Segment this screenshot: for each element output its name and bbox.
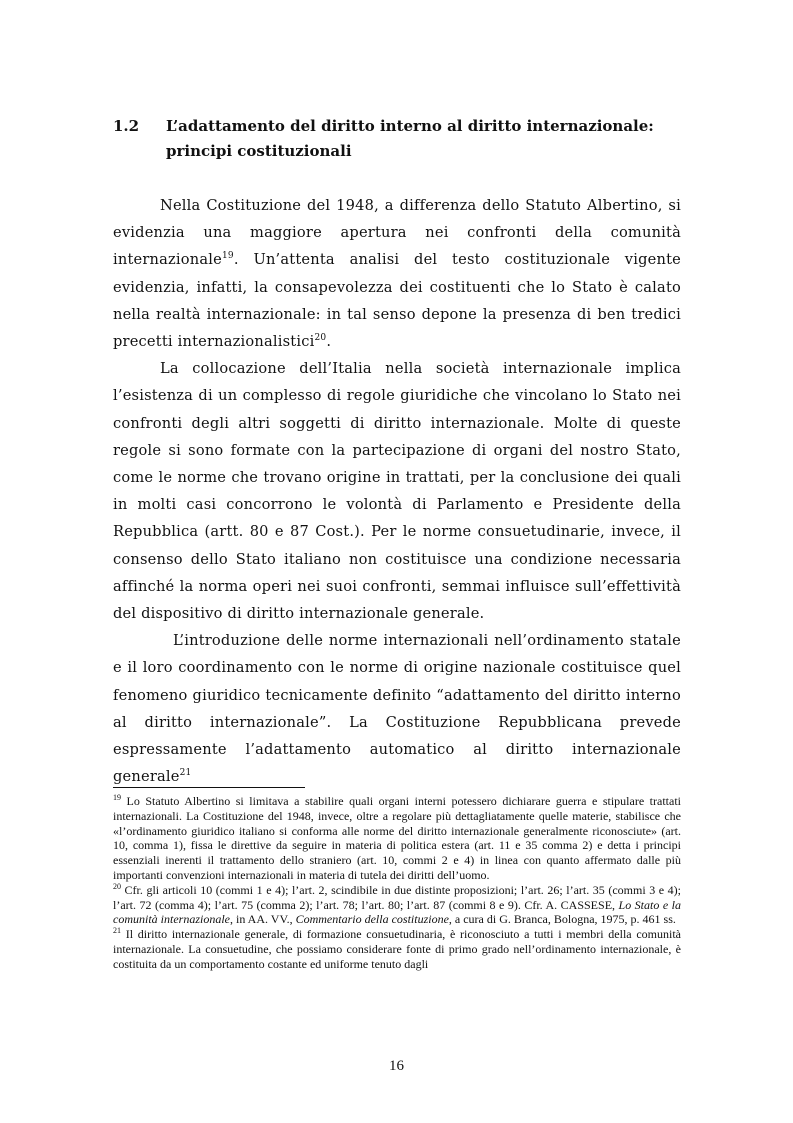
paragraph-1-text-c: . bbox=[326, 333, 332, 351]
footnote-separator bbox=[113, 787, 305, 788]
footnote-19-mark: 19 bbox=[113, 793, 121, 802]
paragraph-2: La collocazione dell’Italia nella società internazionale implica l’esistenza di un complesso di regole giuridiche che vincolano lo Stato nei confronti degli altri soggetti di diritto internazionale. Molte di queste regole si sono formate con la partecipazione di organi del nostro Stato, come le norme che trovano origine in trattati, per la conclusione dei quali in molti casi concorrono le volontà di Parlamento e Presidente della Repubblica (artt. 80 e 87 Cost.). Per le norme consuetudinarie, invece, il consenso dello Stato italiano non costituisce una condizione necessaria affinché la norma operi nei suoi confronti, semmai influisce sull’effettività del dispositivo di diritto internazionale generale. bbox=[113, 360, 681, 623]
paragraph-1-text-b: . Un’attenta analisi del testo costituzionale vigente evidenzia, infatti, la consapevolezza dei costituenti che lo Stato è calato nella realtà internazionale: in tal senso depone la presenza di ben tredici precetti internazionalistici bbox=[113, 251, 681, 351]
footnote-19 bbox=[113, 794, 681, 883]
footnote-20 bbox=[113, 883, 681, 927]
body-text bbox=[113, 192, 681, 790]
paragraph-3-text: L’introduzione delle norme internazionali nell’ordinamento statale e il loro coordinamento con le norme di origine nazionale costituisce quel fenomeno giuridico tecnicamente definito “adattamento del diritto interno al diritto internazionale”. La Costituzione Repubblicana prevede espressamente l’adattamento automatico al diritto internazionale generale bbox=[113, 632, 681, 786]
footnote-20-text-a: Cfr. gli articoli 10 (commi 1 e 4); l’art. 2, scindibile in due distinte proposizioni; l’art. 26; l’art. 35 (commi 3 e 4); l’art. 72 (comma 4); l’art. 75 (comma 2); l’art. 78; l’art. 80; l’art. 87 (commi 8 e 9). Cfr. A. CASSESE, bbox=[113, 882, 681, 912]
footnote-21-text: Il diritto internazionale generale, di formazione consuetudinaria, è riconosciuto a tutti i membri della comunità internazionale. La consuetudine, che possiamo considerare fonte di primo grado nell’ordinamento internazionale, è costituita da un comportamento costante ed uniforme tenuto dagli bbox=[113, 927, 681, 971]
footnote-20-text-c: , a cura di G. Branca, Bologna, 1975, p. 461 ss. bbox=[448, 912, 676, 927]
footnotes bbox=[113, 794, 681, 972]
section-title-line-2: principi costituzionali bbox=[166, 142, 352, 160]
footnote-19-text: Lo Statuto Albertino si limitava a stabilire quali organi interni potessero dichiarare guerra e stipulare trattati internazionali. La Costituzione del 1948, invece, oltre a regolare più dettagliatamente quelle materie, stabilisce che «l’ordinamento giuridico italiano si conforma alle norme del diritto internazionale generalmente riconosciute» (art. 10, comma 1), fissa le direttive da seguire in materia di politica estera (art. 11 e 35 comma 2) e detta i principi essenziali inerenti il trattamento dello straniero (art. 10, commi 2 e 4) in linea con quanto affermato dalle più importanti convenzioni internazionali in materia di tutela dei diritti dell’uomo. bbox=[113, 794, 681, 882]
footnote-20-citation-title-1: Lo Stato e la comunità internazionale bbox=[113, 897, 681, 927]
paragraph-1-text-a: Nella Costituzione del 1948, a differenza dello Statuto Albertino, si evidenzia una maggiore apertura nei confronti della comunità internazionale bbox=[113, 197, 681, 269]
footnote-20-mark: 20 bbox=[113, 881, 121, 891]
paragraph-3 bbox=[113, 627, 681, 790]
footnote-21-mark: 21 bbox=[113, 926, 121, 936]
footnote-ref-21: 21 bbox=[179, 768, 192, 779]
footnote-21 bbox=[113, 927, 681, 971]
footnote-20-citation-title-2: Commentario della costituzione bbox=[295, 912, 449, 927]
footnote-20-text-b: , in AA. VV., bbox=[230, 912, 296, 927]
paragraph-1 bbox=[113, 192, 681, 355]
section-title-line-1: L’adattamento del diritto interno al diritto internazionale: bbox=[166, 117, 654, 135]
footnote-ref-20: 20 bbox=[314, 333, 327, 344]
page-number: 16 bbox=[389, 1058, 404, 1074]
section-number: 1.2 bbox=[113, 117, 140, 135]
footnote-ref-19: 19 bbox=[222, 251, 234, 262]
